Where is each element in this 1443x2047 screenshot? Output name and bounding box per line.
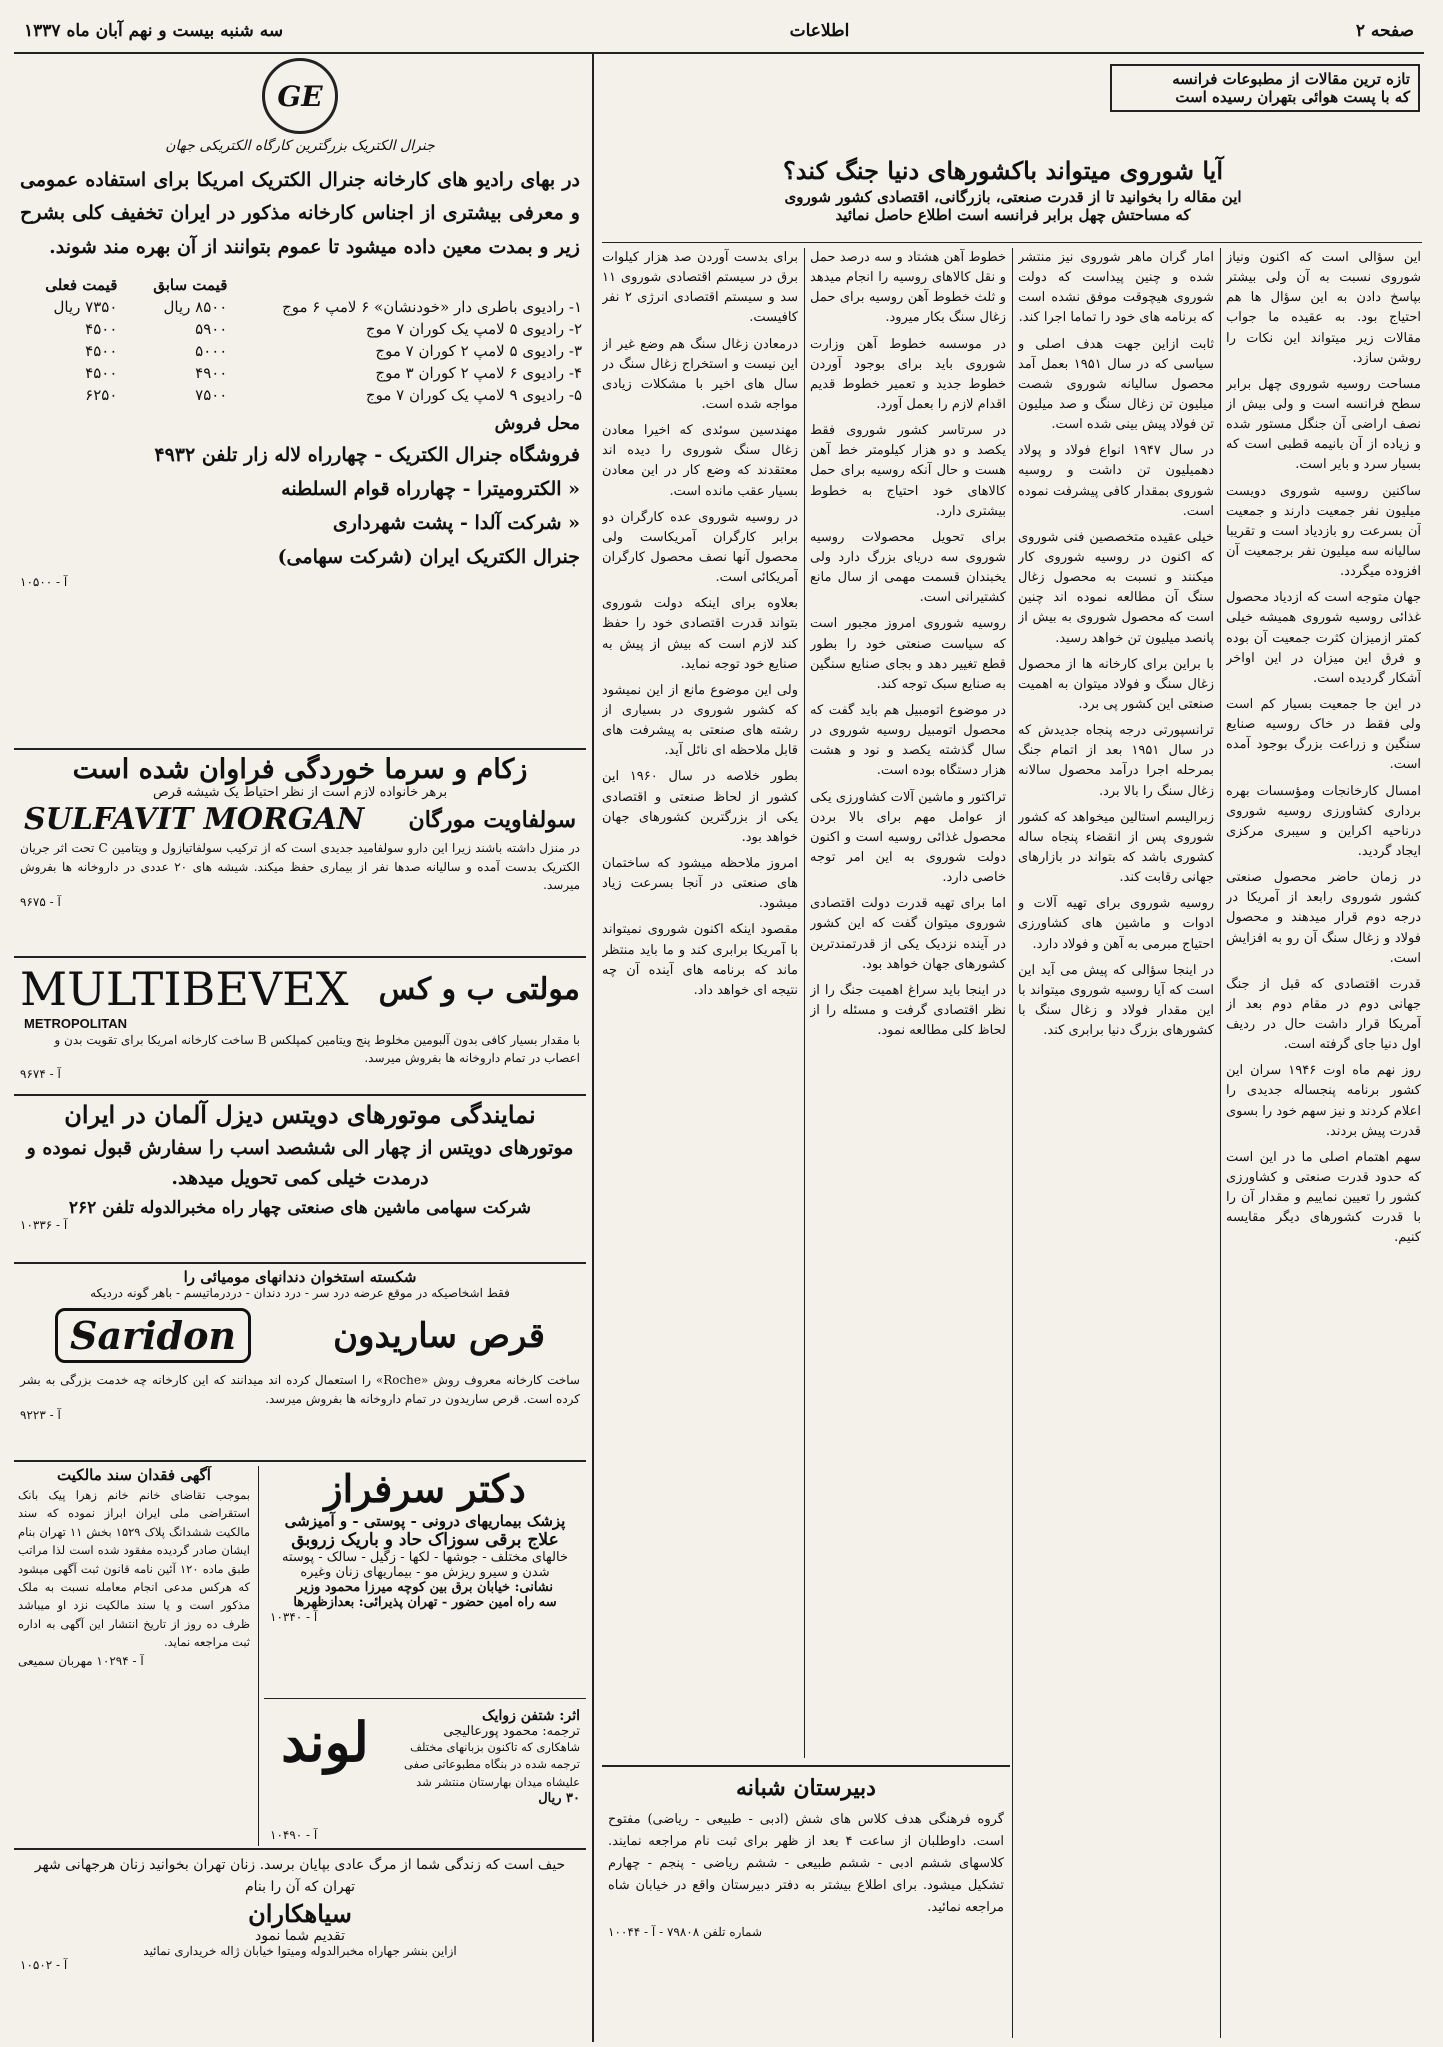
paragraph: امسال کارخانجات ومؤسسات بهره برداری کشاورزی روسیه شوروی درناحیه اکراین و سیبری مرکزی ایجاد گردید. — [1226, 783, 1421, 859]
cell-old: ۵۹۰۰ — [195, 319, 228, 338]
cell-item: ۲- رادیوی ۵ لامپ یک کوران ۷ موج — [365, 319, 582, 338]
paragraph: ثابت ازاین جهت هدف اصلی و سیاسی که در سال ۱۹۵۱ بعمل آمد محصول ساليانه شوروی شصت میلیون تن زغال سنگ و صد میلیون تن فولاد پیش بینی شده است. — [1018, 336, 1214, 433]
siahkaran-text: حیف است که زندگی شما از مرگ عادی بپایان برسد. زنان تهران بخوانید زنان هرجهانی شهر تهران که آن را بنام — [34, 1857, 566, 1896]
siahkaran-code: آ - ۱۰۵۰۲ — [20, 1957, 68, 1972]
paragraph: در اینجا سؤالی که پیش می آید این است که آیا روسیه شوروی میتواند با این مقدار فولاد و زغال سنگ با کشورهای بزرگ دنیا برابری کند. — [1018, 962, 1214, 1039]
doctor-treatment: علاج برقی سوزاک حاد و باریک زروبق — [291, 1529, 559, 1550]
paragraph: جهان متوجه است که ازدیاد محصول غذائی روسیه شوروی همیشه خیلی کمتر ازمیزان کثرت جمعیت آن بوده و فرق این میزان در این اواخر آشکار گردیده است. — [1226, 590, 1421, 686]
article-headline: آیا شوروی میتواند باکشورهای دنیا جنگ کند؟ — [782, 156, 1223, 185]
paragraph: در سال ۱۹۴۷ انواع فولاد و پولاد دهمیلیون تن داشت و روسیه شوروی بمقدار کافی پیشرفت نموده است. — [1018, 443, 1214, 519]
cell-new: ۴۵۰۰ — [85, 319, 118, 338]
paragraph: مقصود اینکه اکنون شوروی نمیتواند با آمریکا برابری کند و ما باید منتظر ماند که برنامه های آینده آن چه نتیجه ای خواهد داد. — [602, 922, 798, 998]
article-column-1 — [1226, 248, 1421, 2038]
issue-date: سه شنبه بیست و نهم آبان ماه ۱۳۳۷ — [24, 21, 284, 41]
article-kicker-box — [1110, 64, 1420, 112]
paragraph: در موسسه خطوط آهن وزارت شوروی باید برای بوجود آوردن خطوط جدید و تعمیر خطوط قدیم اقدام لازم را بعمل آورد. — [810, 336, 1006, 412]
deutz-title: نمایندگی موتورهای دویتس دیزل آلمان در ایران — [64, 1100, 536, 1129]
article-subhead — [602, 188, 1424, 238]
table-row — [14, 318, 586, 340]
shop-line: « شرکت آلدا - پشت شهرداری — [332, 512, 580, 535]
multibevex-ad — [14, 962, 586, 1092]
article-kicker-2: که با پست هوائی بتهران رسیده است — [1175, 88, 1410, 106]
cell-new: ۶۲۵۰ — [85, 385, 118, 404]
book-code: آ - ۱۰۴۹۰ — [270, 1828, 318, 1842]
multibevex-brand: METROPOLITAN — [24, 1016, 128, 1031]
cold-title: زکام و سرما خوردگی فراوان شده است — [72, 754, 528, 785]
paragraph: در روسیه شوروی عده کارگران دو برابر کارگران آمریکاست ولی محصول آنها نصف محصول کارگران آمریکائی است. — [602, 509, 798, 586]
paragraph: با براین برای کارخانه ها از محصول زغال سنگ و فولاد میتوان به اهمیت صنعتی این کشور پی برد. — [1018, 656, 1214, 712]
ad-divider — [14, 1094, 586, 1096]
ge-intro: در بهای رادیو های کارخانه جنرال الکتریک امریکا برای استفاده عمومی و معرفی بیشتری از اجناس کارخانه مذکور در ایران تخفیف کلی بشرح زیر و بمدت معین داده میشود تا عموم بتوانند از آن بهره مند شوند. — [20, 169, 580, 258]
paragraph: مساحت روسیه شوروی چهل برابر سطح فرانسه است و ولی بیش از نصف اراضی آن جنگل مستور شده و زیاده از آن بانیمه قطبی است که بسیار سرد و بایر است. — [1226, 376, 1421, 473]
article-head — [602, 58, 1424, 188]
sulfavit-ad — [14, 754, 586, 954]
paragraph: روز نهم ماه اوت ۱۹۴۶ سران این کشور برنامه پنجساله جدیدی را اعلام کردند و نیز سهم خود را بسوی قدرت پیش بردند. — [1226, 1063, 1421, 1139]
doctor-hours: سه راه امین حضور - تهران پذیرائی: بعدازظهرها — [293, 1594, 557, 1610]
col-rule — [804, 248, 805, 1758]
cell-item: ۴- رادیوی ۶ لامپ ۲ کوران ۳ موج — [375, 363, 582, 382]
book-price: ۳۰ ریال — [538, 1790, 580, 1806]
col-rule — [1220, 248, 1221, 2038]
paragraph: درمعادن زغال سنگ هم وضع غیر از این نیست و استخراج زغال سنگ در سال های اخیر با مشکلات زیادی مواجه شده است. — [602, 336, 798, 412]
siahkaran-title: سیاهکاران — [248, 1898, 352, 1928]
paragraph: در زمان حاضر محصول صنعتی کشور شوروی رابعد از آمریکا در درجه دوم قرار میدهند و محصول فولاد و زغال سنگ آن رو به افزایش است. — [1226, 870, 1421, 966]
saridon-ad — [14, 1268, 586, 1458]
saridon-fa: قرص ساریدون — [333, 1315, 545, 1356]
deutz-text: موتورهای دویتس از چهار الی ششصد اسب را سفارش قبول نموده و درمدت خیلی کمی تحویل میدهد. — [26, 1137, 574, 1190]
paragraph: امروز ملاحظه میشود که ساختمان های صنعتی در آنجا بسرعت زیاد میشود. — [602, 855, 798, 912]
cell-old: ۴۹۰۰ — [195, 363, 228, 382]
book-title: لوند — [281, 1710, 369, 1774]
ad-divider — [14, 748, 586, 750]
article-subhead-2: که مساحتش چهل برابر فرانسه است اطلاع حاصل نمائید — [835, 206, 1191, 224]
ge-code: آ - ۱۰۵۰۰ — [20, 574, 68, 589]
book-author: اثر: شتفن زوایک — [482, 1708, 580, 1724]
multibevex-code: آ - ۹۶۷۴ — [20, 1067, 61, 1081]
school-ad — [602, 1765, 1010, 2037]
bone-sub: فقط اشخاصیکه در موقع عرضه درد سر - درد دندان - دردرماتیسم - باهر گونه دردیکه — [90, 1286, 510, 1300]
bone-title: شکسته استخوان دندانهای مومیائی را — [183, 1268, 417, 1286]
paragraph: در سرتاسر کشور شوروی فقط یکصد و دو هزار کیلومتر خط آهن هست و حال آنکه روسیه برای حمل کالاهای خود احتیاج به خطوط بیشتری دارد. — [810, 423, 1006, 519]
article-column-3 — [810, 248, 1006, 1758]
shop-line: فروشگاه جنرال الکتریک - چهارراه لاله زار تلفن ۴۹۳۲ — [154, 443, 580, 466]
paragraph: در اینجا باید سراغ اهمیت جنگ را از نظر اقتصادی گرفت و مسئله را از لحاظ کلی مطالعه نمود. — [810, 982, 1006, 1039]
book-details — [390, 1708, 580, 1806]
ge-price-table — [14, 274, 586, 406]
cell-old: ۷۵۰۰ — [195, 385, 228, 404]
ge-slogan: جنرال الکتریک بزرگترین کارگاه الکتریکی جهان — [165, 138, 435, 154]
doctor-name: دکتر سرفراز — [324, 1466, 526, 1511]
masthead — [14, 10, 1424, 54]
cold-sub: برهر خانواده لازم است از نظر احتیاط یک شیشه قرص — [152, 785, 448, 800]
paragraph: روسیه شوروی امروز مجبور است که سیاست صنعتی خود را بطور قطع تغییر دهد و بجای صنایع سنگین به صنایع سبک توجه کند. — [810, 616, 1006, 692]
paragraph: قدرت اقتصادی که قبل از جنگ جهانی دوم در مقام دوم بعد از آمریکا قرار داشت حال در ردیف اول دنیا جای گرفته است. — [1226, 976, 1421, 1053]
saridon-logo: Saridon — [55, 1308, 251, 1363]
multibevex-en: MULTIBEVEX — [20, 962, 349, 1016]
paper-name: اطلاعات — [789, 21, 850, 41]
notice-text: بموجب تقاضای خانم خانم زهرا پیک بانک استقراضی ملی ایران ابراز نموده که سند مالکیت ششدانگ پلاک ۱۵۲۹ بخش ۱۱ تهران بنام ایشان صادر گردیده مفقود شده است لذا مراتب طبق ماده ۱۲۰ آئین نامه قانون ثبت آگهی میشود که هرکس مدعی انجام معامله نسبت به ملک مذکور است و یا سند مالکیت نزد او میباشد ظرف ده روز از تاریخ انتشار این آگهی به اداره ثبت مراجعه نماید. — [18, 1488, 250, 1650]
notice-ad — [14, 1466, 254, 1846]
ge-shops — [14, 438, 586, 575]
paragraph: در این جا جمعیت بسیار کم است ولی فقط در خاک روسیه صنایع سنگین و زراعت بزرگ بوجود آمده است. — [1226, 696, 1421, 773]
cell-new: ۷۳۵۰ ریال — [53, 297, 118, 316]
shop-line: « الکترومیترا - چهارراه قوام السلطنه — [281, 477, 580, 500]
siahkaran-sub: تقدیم شما نمود — [255, 1927, 345, 1944]
siahkaran-ad — [14, 1854, 586, 2034]
cell-item: ۵- رادیوی ۹ لامپ یک کوران ۷ موج — [365, 385, 582, 404]
school-footer: شماره تلفن ۷۹۸۰۸ - آ - ۱۰۰۴۴ — [608, 1925, 763, 1940]
school-title: دبیرستان شبانه — [736, 1775, 876, 1801]
cell-item: ۳- رادیوی ۵ لامپ ۲ کوران ۷ موج — [375, 341, 582, 360]
paragraph: این سؤالی است که اکنون ونیاز شوروی نسبت به آن ولی بیشتر بپاسخ دادن به این سؤال ها هم احتیاج بود. به عقیده ما جواب مقالات زیر میتواند این نکات را روشن سازد. — [1226, 250, 1421, 366]
sulfavit-brand-row — [14, 800, 586, 839]
paragraph: روسیه شوروی برای تهیه آلات و ادوات و ماشین های کشاورزی احتیاج مبرمی به آهن و فولاد دارد. — [1018, 896, 1214, 952]
deutz-ad — [14, 1100, 586, 1260]
book-ad — [264, 1704, 586, 1844]
paragraph: مهندسین سوئدی که اخیرا معادن زغال سنگ شوروی را دیده اند معتقدند که وضع کار در این معادن بسیار عقب مانده است. — [602, 423, 798, 499]
col-old-price: قیمت سابق — [153, 275, 228, 294]
doctor-ad — [264, 1466, 586, 1696]
saridon-code: آ - ۹۲۲۳ — [20, 1408, 61, 1423]
paragraph: اما برای تهیه قدرت دولت اقتصادی شوروی میتوان گفت که این کشور در آینده نزدیک یکی از قدرتمندترین کشورهای جهان خواهد بود. — [810, 896, 1006, 972]
paragraph: در موضوع اتومبیل هم باید گفت که محصول اتومبیل روسیه شوروی در سال گذشته یکصد و نود و هشت هزار دستگاه بوده است. — [810, 702, 1006, 779]
paragraph: بعلاوه برای اینکه دولت شوروی بتواند قدرت اقتصادی خود را حفظ کند لازم است که بیش از پیش به صنایع خود توجه نماید. — [602, 596, 798, 672]
table-row — [14, 384, 586, 406]
column-divider — [592, 52, 594, 2042]
ad-divider — [264, 1698, 586, 1699]
cell-new: ۴۵۰۰ — [85, 341, 118, 360]
cell-new: ۴۵۰۰ — [85, 363, 118, 382]
article-column-2 — [1018, 248, 1214, 2038]
paragraph: تراکتور و ماشین آلات کشاورزی یکی از عوامل مهم برای بالا بردن محصول غذائی روسیه است و اکنون دولت شوروی به این امر توجه خاصی دارد. — [810, 789, 1006, 886]
paragraph: بطور خلاصه در سال ۱۹۶۰ این کشور از لحاظ صنعتی و اقتصادی یکی از بزرگترین کشورهای جهان خواهد بود. — [602, 769, 798, 845]
cell-old: ۵۰۰۰ — [195, 341, 228, 360]
page-number: صفحه ۲ — [1355, 21, 1414, 41]
ge-sales-label: محل فروش — [494, 413, 580, 434]
cell-old: ۸۵۰۰ ریال — [163, 297, 228, 316]
paragraph: ساکنین روسیه شوروی دویست میلیون نفر جمعیت دارند و جمعیت آن بسرعت رو بازدیاد است و تقریبا سالیانه سه میلیون نفر برجمعیت آن افزوده میگردد. — [1226, 483, 1421, 580]
col-rule — [258, 1466, 259, 1846]
shop-line: جنرال الکتریک ایران (شرکت سهامی) — [277, 546, 580, 569]
col-new-price: قیمت فعلی — [45, 275, 118, 294]
deutz-code: آ - ۱۰۳۳۶ — [20, 1217, 68, 1232]
paragraph: ولی این موضوع مانع از این نمیشود که کشور شوروی در بسیاری از رشته های صنعتی به پیشرفت های قابل ملاحظه ای نائل آید. — [602, 682, 798, 759]
article-subhead-1: این مقاله را بخوانید تا از قدرت صنعتی، بازرگانی، اقتصادی کشور شوروی — [784, 188, 1242, 206]
sulfavit-code: آ - ۹۶۷۵ — [20, 894, 61, 909]
doctor-services-2: شدن و سیرو ریزش مو - بیماریهای زنان وغیره — [300, 1564, 550, 1580]
book-text: شاهکاری که تاکنون بزبانهای مختلف ترجمه شده در بنگاه مطبوعاتی صفی علیشاه میدان بهارستان منتشر شد — [404, 1740, 580, 1789]
deutz-company: شرکت سهامی ماشین های صنعتی چهار راه مخبرالدوله تلفن ۲۶۲ — [68, 1197, 532, 1218]
ad-divider — [14, 1460, 586, 1462]
saridon-text: ساخت کارخانه معروف روش «Roche» را استعمال کرده اند میدانند که این کارخانه چه خدمت بزرگی به بشر کرده است. قرص ساریدون در تمام داروخانه ها بفروش میرسد. — [20, 1373, 580, 1406]
book-translator: ترجمه: محمود پورعالیجی — [443, 1724, 580, 1739]
paragraph: برای تحویل محصولات روسیه شوروی سه دریای بزرگ دارد ولی یخبندان قسمت مهمی از سال مانع کشتیرانی است. — [810, 529, 1006, 606]
doctor-code: آ - ۱۰۳۴۰ — [270, 1609, 318, 1624]
siahkaran-address: ازاین بنشر جهاراه مخبرالدوله ومیتوا خیابان ژاله خریداری نمائید — [143, 1943, 457, 1958]
ad-divider — [14, 1848, 586, 1850]
ge-ad — [14, 58, 586, 748]
paragraph: خطوط آهن هشتاد و سه درصد حمل و نقل کالاهای روسیه را انجام میدهد و ثلث خطوط آهن روسیه برای حمل زغال سنگ بکار میرود. — [810, 250, 1006, 326]
notice-title: آگهی فقدان سند مالکیت — [57, 1466, 211, 1484]
cell-item: ۱- رادیوی باطری دار «خودنشان» ۶ لامپ ۶ موج — [282, 297, 582, 316]
article-kicker: تازه ترین مقالات از مطبوعات فرانسه — [1172, 70, 1410, 88]
article-rule — [602, 242, 1422, 243]
doctor-specialty: پزشک بیماریهای درونی - پوستی - و آمیزشی — [284, 1511, 566, 1530]
table-header-row — [14, 274, 586, 296]
paragraph: زبرالیسم استالین میخواهد که کشور شوروی پس از انقضاء پنجاه ساله کشوری باشد که بتواند در بازارهای جهانی رقابت کند. — [1018, 809, 1214, 886]
paragraph: خیلی عقیده متخصصین فنی شوروی که اکنون در روسیه شوروی کار میکنند و نسبت به محصول زغال سنگ آن مطالعه نموده اند چنین است که محصول شوروی به بیش از پانصد میلیون تن خواهد رسید. — [1018, 529, 1214, 646]
school-text: گروه فرهنگی هدف کلاس های شش (ادبی - طبیعی - ریاضی) مفتوح است. داوطلبان از ساعت ۴ بعد از ظهر برای ثبت نام مراجعه نمایند. کلاسهای ششم ادبی - ششم طبیعی - ششم ریاضی - پنجم - چهارم تشکیل میشود. برای اطلاع بیشتر به دفتر دبیرستان واقع در خیابان شاه مراجعه نمائید. — [608, 1812, 1004, 1916]
paragraph: امار گران ماهر شوروی نیز منتشر شده و چنین پیداست که دولت شوروی هیچوقت موفق نشده است که برنامه های خود را تماما اجرا کند. — [1018, 250, 1214, 326]
table-row — [14, 340, 586, 362]
sulfavit-en: SULFAVIT MORGAN — [24, 802, 365, 837]
multibevex-brand-row — [14, 962, 586, 1016]
article-column-4 — [602, 248, 798, 1758]
ad-divider — [14, 1262, 586, 1264]
notice-code: آ - ۱۰۲۹۴ مهربان سمیعی — [18, 1653, 144, 1668]
ad-divider — [14, 956, 586, 958]
multibevex-text: با مقدار بسیار کافی بدون آلبومین مخلوط پنج ویتامین کمپلکس B ساخت کارخانه امریکا برای تقویت بدن و اعصاب در تمام داروخانه ها بفروش میرسد. — [54, 1033, 580, 1065]
ge-logo: GE — [262, 58, 338, 134]
paragraph: برای بدست آوردن صد هزار کیلوات برق در سیستم اقتصادی شوروی ۱۱ سد و سیستم اقتصادی انرژی ۲ نفر کافیست. — [602, 250, 798, 326]
sulfavit-fa: سولفاویت مورگان — [408, 806, 576, 833]
doctor-address: نشانی: خیابان برق بین کوچه میرزا محمود وزیر — [296, 1579, 554, 1595]
paragraph: ترانسپورتی درجه پنجاه جدیدش که در سال ۱۹۵۱ بعد از اتمام جنگ بمرحله اجرا درآمد محصول سالانه زغال سنگ را بالا برد. — [1018, 723, 1214, 799]
saridon-brand-row — [14, 1308, 586, 1363]
table-row — [14, 362, 586, 384]
table-row — [14, 296, 586, 318]
sulfavit-text: در منزل داشته باشند زیرا این دارو سولفامید جدیدی است که از ترکیب سولفاتیازول و ویتامین C تحت اثر جریان الکتریک بدست آمده و سالیانه صدها نفر از بیماری حفظ میکند. شیشه های ۲۰ عددی در داروخانه ها بفروش میرسد. — [20, 841, 580, 893]
paragraph: سهم اهتمام اصلی ما در این است که حدود قدرت صنعتی و کشاورزی کشور را تعیین نماییم و مقدار آن را با قدرت کشورهای دیگر مقایسه کنیم. — [1226, 1149, 1421, 1246]
col-rule — [1012, 248, 1013, 2038]
doctor-services: خالهای مختلف - جوشها - لکها - زگیل - سالک - پوسته — [281, 1549, 569, 1565]
multibevex-fa: مولتی ب و کس — [378, 971, 580, 1007]
